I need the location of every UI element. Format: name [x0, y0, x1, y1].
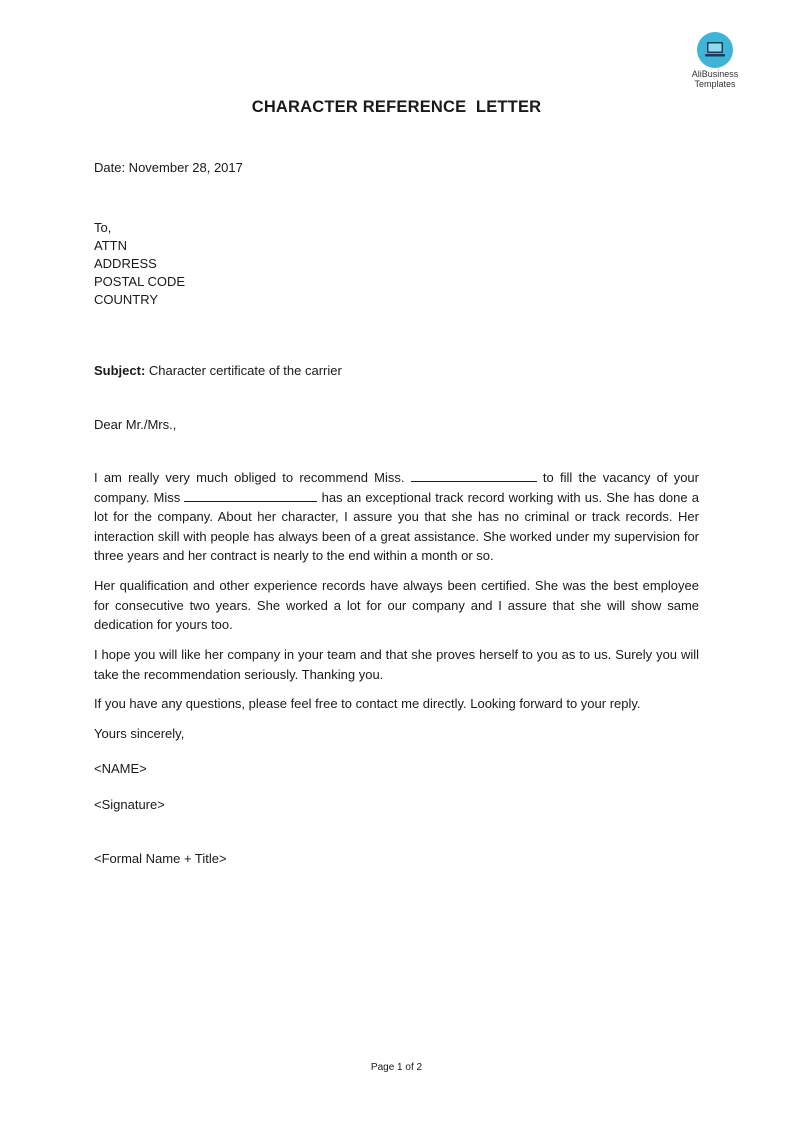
paragraph-3: I hope you will like her company in your team and that she proves herself to you as to us. Surely you will take the recommendation seriously. Thanking you.: [94, 647, 699, 682]
paragraph-1-part-a: I am really very much obliged to recommend Miss.: [94, 470, 411, 485]
recipient-to: To,: [94, 220, 112, 235]
paragraph-1: [94, 468, 699, 566]
paragraph-1-part-c: has an exceptional track record working with us. She has done a lot for the company. About her character, I assure you that she has no criminal or track records. Her interaction skill with people has always been of a great assistance. She worked under my supervision for three years and her contract is nearly to the end within a month or so.: [94, 489, 700, 563]
paragraph-4: If you have any questions, please feel free to contact me directly. Looking forward to your reply.: [94, 696, 641, 711]
formal-name-title: <Formal Name + Title>: [94, 851, 227, 866]
salutation: Dear Mr./Mrs.,: [94, 417, 177, 432]
brand-name-line1: AliBusiness: [691, 69, 739, 79]
recipient-country: COUNTRY: [94, 292, 159, 307]
laptop-icon: [705, 41, 725, 59]
page-number: Page 1 of 2: [370, 1062, 423, 1073]
brand-name: [684, 69, 746, 89]
paragraph-2: Her qualification and other experience records have always been certified. She was the best employee for consecutive two years. She worked a lot for our company and I assure that she will show same dedication for yours too.: [94, 578, 699, 632]
sender-name: <NAME>: [94, 761, 147, 776]
letter-title: CHARACTER REFERENCE LETTER: [251, 98, 542, 116]
paragraph-1-part-b: to fill the vacancy of your company. Miss: [94, 470, 699, 505]
subject-text: Character certificate of the carrier: [145, 363, 342, 378]
brand-logo: [684, 32, 746, 89]
candidate-name-blank-1[interactable]: [411, 468, 537, 482]
subject-label: Subject:: [94, 363, 146, 378]
recipient-attn: ATTN: [94, 238, 127, 253]
recipient-address: ADDRESS: [94, 256, 157, 271]
logo-badge: [697, 32, 733, 68]
brand-name-line2: Templates: [694, 79, 736, 89]
candidate-name-blank-2[interactable]: [184, 488, 317, 502]
signature-placeholder: <Signature>: [94, 797, 165, 812]
letter-date: Date: November 28, 2017: [94, 160, 243, 175]
closing: Yours sincerely,: [94, 726, 185, 741]
subject-line: [94, 362, 342, 380]
recipient-postal-code: POSTAL CODE: [94, 274, 186, 289]
